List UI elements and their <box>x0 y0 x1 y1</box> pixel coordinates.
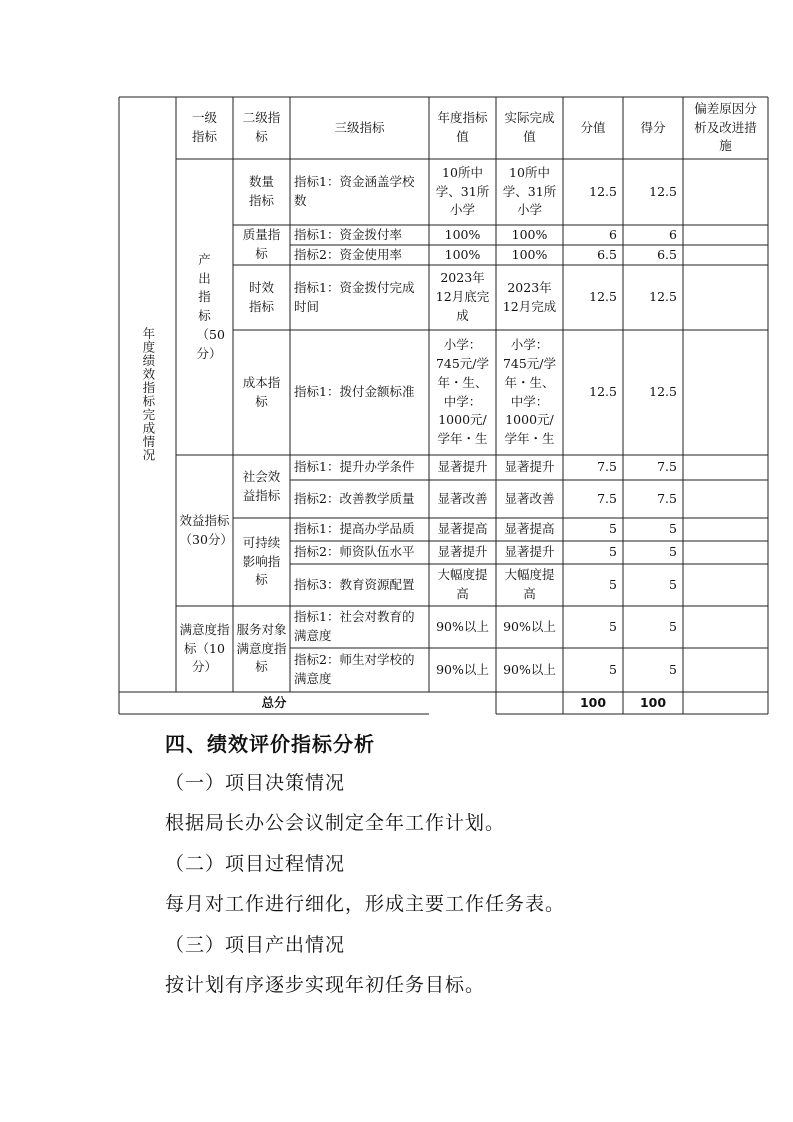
header-target: 年度指标值 <box>437 110 488 144</box>
table-row-remark <box>683 606 768 648</box>
table-row-score: 12.5 <box>649 384 677 400</box>
table-row-target: 大幅度提高 <box>437 567 488 601</box>
sub-quantity-label: 数量指标 <box>248 174 274 208</box>
table-row-score: 5 <box>669 618 677 634</box>
table-row-actual: 2023年12月完成 <box>502 279 557 314</box>
table-row-score: 7.5 <box>657 459 677 475</box>
total-score: 100 <box>639 694 667 710</box>
group-benefit-label: 效益指标（30分） <box>179 512 233 547</box>
table-row-score-value: 7.5 <box>597 459 617 475</box>
total-label: 总分 <box>261 694 287 710</box>
table-row-actual: 100% <box>511 226 548 242</box>
table-row-score-value: 5 <box>609 521 617 537</box>
sub-service-label: 服务对象满意度指标 <box>236 621 287 675</box>
paragraph: 按计划有序逐步实现年初任务目标。 <box>165 974 486 996</box>
table-row-indicator: 指标3：教育资源配置 <box>294 576 415 592</box>
group-output-label: 产出指标（50分） <box>196 251 225 361</box>
table-row-score-value: 5 <box>609 661 617 677</box>
table-row-indicator: 指标2：师资队伍水平 <box>294 544 415 560</box>
table-row-score: 12.5 <box>649 183 677 199</box>
table-row-remark <box>683 225 768 245</box>
table-row-remark <box>683 480 768 518</box>
group-satisfaction-label: 满意度指标（10分） <box>179 621 230 675</box>
table-row-indicator: 指标2：资金使用率 <box>294 246 402 262</box>
table-row-target: 2023年12月底完成 <box>435 270 490 323</box>
header-level3: 三级指标 <box>334 119 385 135</box>
table-row-score: 6.5 <box>657 246 677 262</box>
table-row-actual: 100% <box>511 246 548 262</box>
table-row-actual: 大幅度提高 <box>504 567 555 601</box>
table-row-indicator: 指标1：资金涵盖学校数 <box>294 174 415 208</box>
table-row-target: 显著提高 <box>437 521 488 537</box>
sub-quality-label: 质量指标 <box>242 227 281 261</box>
total-score-value: 100 <box>579 694 607 710</box>
table-row-remark <box>683 265 768 330</box>
table-row-indicator: 指标1：资金拨付率 <box>294 226 402 242</box>
sub-cost-label: 成本指标 <box>242 374 281 409</box>
table-row-target: 显著提升 <box>437 544 488 560</box>
table-row-actual: 小学：745元/学年・生、中学：1000元/学年・生 <box>502 337 557 446</box>
paragraph: 根据局长办公会议制定全年工作计划。 <box>165 812 506 834</box>
table-row-target: 100% <box>444 246 481 262</box>
table-row-score-value: 7.5 <box>597 490 617 506</box>
side-label: 年度绩效指标完成情况 <box>140 327 156 462</box>
table-row-score: 12.5 <box>649 289 677 305</box>
sub-social-label: 社会效益指标 <box>242 468 281 503</box>
table-row-indicator: 指标1：提高办学品质 <box>294 521 415 537</box>
table-row-target: 显著改善 <box>437 490 488 506</box>
subsection-heading: （三）项目产出情况 <box>165 934 346 956</box>
table-row-actual: 90%以上 <box>503 618 556 634</box>
table-row-score-value: 6.5 <box>597 246 617 262</box>
table-row-actual: 显著提升 <box>504 544 555 560</box>
table-row-remark <box>683 245 768 265</box>
table-row-indicator: 指标2：改善教学质量 <box>294 490 415 506</box>
table-row-remark <box>683 648 768 692</box>
table-row-target: 100% <box>444 226 481 242</box>
table-row-target: 90%以上 <box>436 618 489 634</box>
header-remark: 偏差原因分析及改进措施 <box>694 100 757 154</box>
table-row-score: 5 <box>669 544 677 560</box>
table-row-indicator: 指标1：拨付金额标准 <box>294 384 415 400</box>
sub-timeliness-label: 时效指标 <box>248 279 274 314</box>
table-row-score-value: 5 <box>609 618 617 634</box>
table-row-score-value: 12.5 <box>589 289 617 305</box>
table-row-score: 7.5 <box>657 490 677 506</box>
table-row-remark <box>683 455 768 480</box>
table-row-actual: 显著改善 <box>504 490 555 506</box>
table-row-score: 5 <box>669 521 677 537</box>
table-row-remark <box>683 159 768 225</box>
table-row-target: 显著提升 <box>437 459 488 475</box>
table-row-target: 90%以上 <box>436 661 489 677</box>
header-actual: 实际完成值 <box>504 110 555 144</box>
table-row-actual: 90%以上 <box>503 661 556 677</box>
table-row-actual: 显著提升 <box>504 459 555 475</box>
table-row-indicator: 指标2：师生对学校的满意度 <box>294 652 415 686</box>
table-row-score: 6 <box>669 226 677 242</box>
header-level2: 二级指标 <box>242 110 281 144</box>
table-row-indicator: 指标1：资金拨付完成时间 <box>294 279 415 314</box>
table-row-actual: 10所中学、31所小学 <box>502 164 557 218</box>
table-row-remark <box>683 518 768 541</box>
table-row-remark <box>683 330 768 455</box>
section-heading: 四、绩效评价指标分析 <box>165 732 375 756</box>
table-row-target: 10所中学、31所小学 <box>435 164 490 218</box>
table-row-score-value: 5 <box>609 576 617 592</box>
table-row-actual: 显著提高 <box>504 521 555 537</box>
table-row-score-value: 6 <box>609 226 617 242</box>
table-row-remark <box>683 541 768 564</box>
table-row-score-value: 5 <box>609 544 617 560</box>
table-row-indicator: 指标1：社会对教育的满意度 <box>294 609 415 643</box>
paragraph: 每月对工作进行细化，形成主要工作任务表。 <box>165 893 566 915</box>
table-row-indicator: 指标1：提升办学条件 <box>294 459 415 475</box>
table-row-score-value: 12.5 <box>589 183 617 199</box>
table-row-score: 5 <box>669 661 677 677</box>
sub-sustainable-label: 可持续影响指标 <box>242 534 281 588</box>
header-score: 得分 <box>640 119 666 135</box>
table-row-remark <box>683 564 768 606</box>
table-row-target: 小学：745元/学年・生、中学：1000元/学年・生 <box>435 337 490 446</box>
table-row-score-value: 12.5 <box>589 384 617 400</box>
table-row-score: 5 <box>669 576 677 592</box>
header-score-value: 分值 <box>580 119 606 135</box>
subsection-heading: （二）项目过程情况 <box>165 853 346 875</box>
header-level1: 一级指标 <box>191 110 217 144</box>
subsection-heading: （一）项目决策情况 <box>165 772 346 794</box>
